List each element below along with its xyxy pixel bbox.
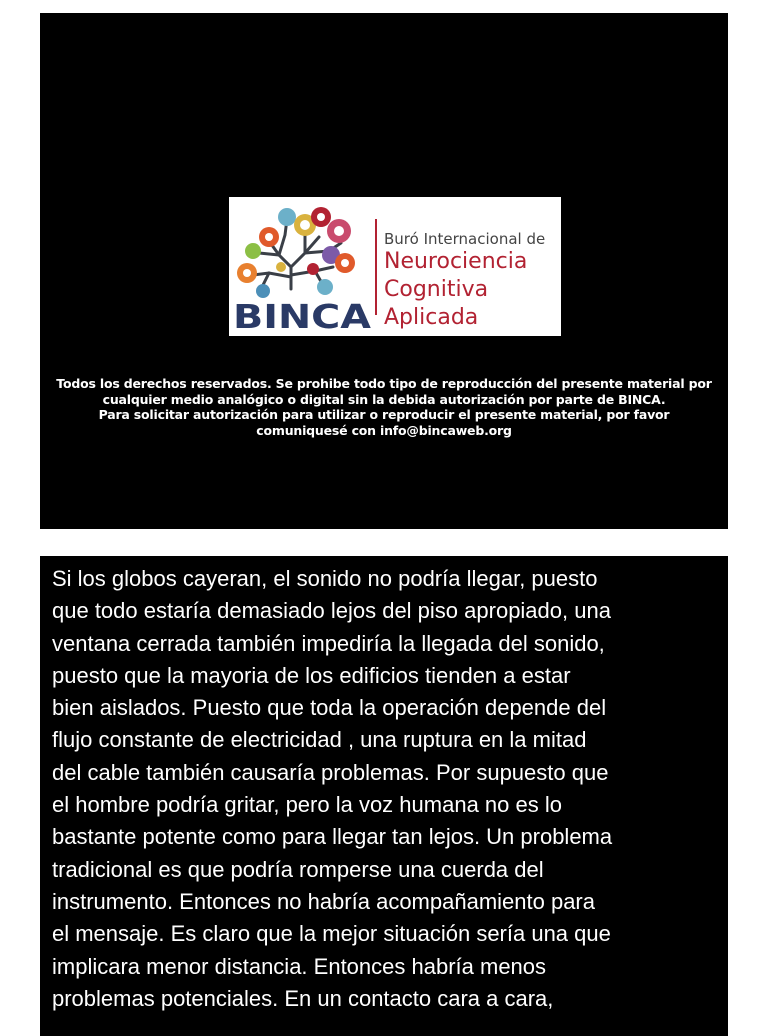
text-line: que todo estaría demasiado lejos del piso apropiado, una	[52, 598, 611, 624]
text-line: del cable también causaría problemas. Por supuesto que	[52, 759, 609, 785]
text-line: el mensaje. Es claro que la mejor situación sería una que	[52, 921, 611, 947]
logo-line-aplicada: Aplicada	[384, 305, 479, 330]
logo-line-neurociencia: Neurociencia	[384, 249, 528, 274]
text-line: bien aislados. Puesto que toda la operación depende del	[52, 695, 607, 721]
text-line: problemas potenciales. En un contacto cara a cara,	[52, 985, 554, 1011]
title-slide	[40, 13, 728, 529]
text-slide	[40, 556, 728, 1036]
text-line: bastante potente como para llegar tan lejos. Un problema	[52, 824, 613, 850]
copyright-line: comuniquesé con info@bincaweb.org	[256, 422, 512, 438]
text-line: instrumento. Entonces no habría acompañamiento para	[52, 888, 595, 914]
logo-text	[384, 231, 559, 332]
text-line: flujo constante de electricidad , una ruptura en la mitad	[52, 727, 587, 753]
logo-subtitle: Buró Internacional de	[384, 230, 546, 248]
logo-divider	[375, 219, 377, 315]
text-line: ventana cerrada también impediría la llegada del sonido,	[52, 630, 605, 656]
slide-body-text	[52, 563, 720, 1015]
text-line: el hombre podría gritar, pero la voz humana no es lo	[52, 792, 562, 818]
binca-wordmark: BINCA	[233, 297, 372, 336]
copyright-notice	[50, 376, 718, 438]
logo-line-cognitiva: Cognitiva	[384, 277, 489, 302]
binca-logo	[229, 197, 561, 336]
copyright-line: cualquier medio analógico o digital sin la debida autorización por parte de BINCA.	[102, 391, 666, 407]
copyright-line: Para solicitar autorización para utilizar o reproducir el presente material, por favor	[98, 407, 670, 422]
text-line: tradicional es que podría romperse una cuerda del	[52, 856, 544, 882]
copyright-line: Todos los derechos reservados. Se prohibe todo tipo de reproducción del presente material por	[56, 376, 712, 391]
text-line: Si los globos cayeran, el sonido no podría llegar, puesto	[52, 566, 598, 591]
text-line: puesto que la mayoria de los edificios tienden a estar	[52, 662, 571, 688]
brain-tree-icon	[229, 197, 374, 336]
text-line: implicara menor distancia. Entonces habría menos	[52, 953, 547, 979]
